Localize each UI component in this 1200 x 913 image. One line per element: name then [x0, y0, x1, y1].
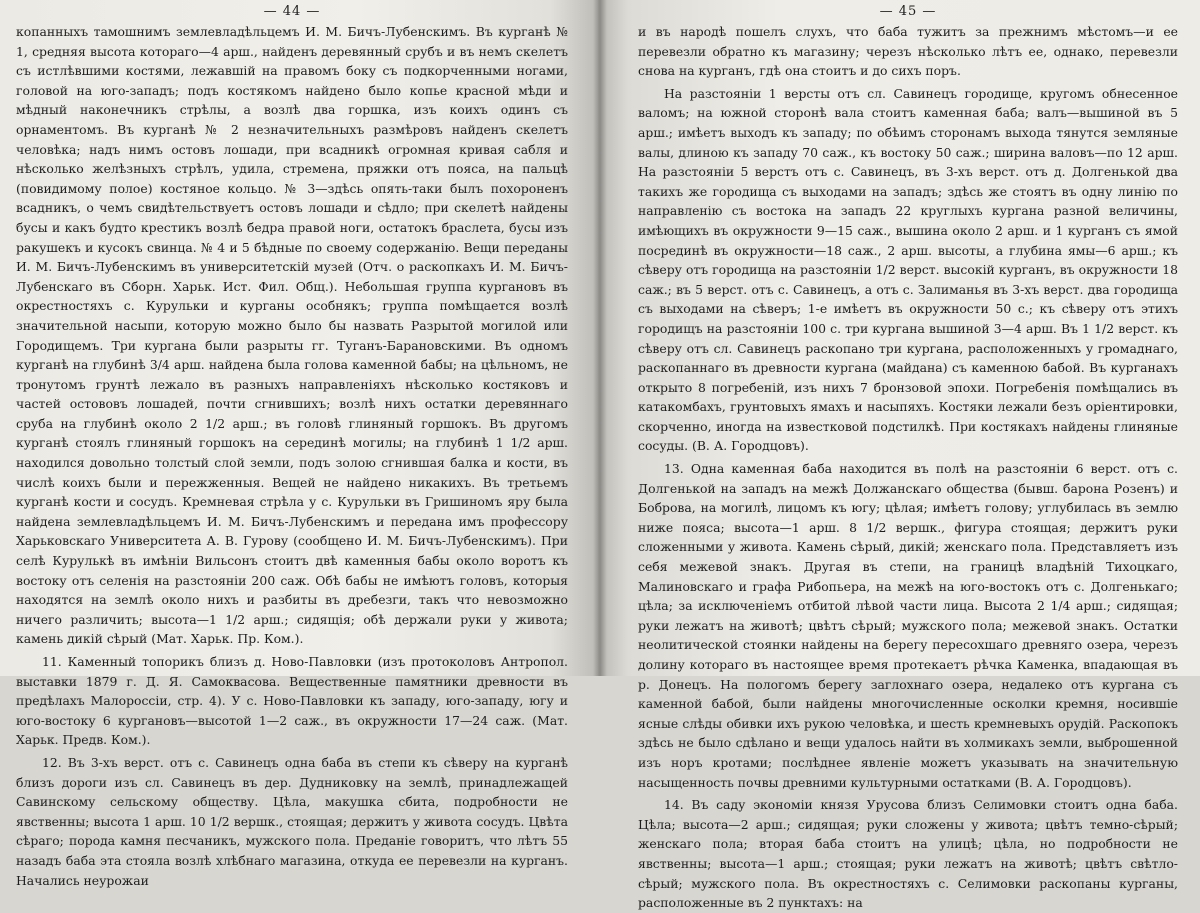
page-number-right: — 45 — [879, 4, 937, 19]
right-page [598, 0, 1200, 911]
paragraph: 11. Каменный топорикъ близъ д. Ново-Павловки (изъ протоколовъ Антропол. выставки 1879 г. Д. Я. Самоквасова. Вещественные памятники древности въ предѣлахъ Малороссіи, стр. 4). У с. Ново-Павловки къ западу, юго-западу, югу и юго-востоку 6 кургановъ—высотой 1—2 саж., въ окружности 17—24 саж. (Мат. Харьк. Предв. Ком.). [16, 654, 568, 748]
paragraph: копанныхъ тамошнимъ землевладѣльцемъ И. М. Бичъ-Лубенскимъ. Въ курганѣ № 1, средняя высота котораго—4 арш., найденъ деревянный срубъ и въ немъ скелетъ съ истлѣвшими костями, лежавшій на правомъ боку съ подкорченными ногами, головой на юго-западъ; подъ костякомъ найдено было копье красной мѣди и мѣдный наконечникъ стрѣлы, а возлѣ два горшка, изъ коихъ одинъ съ орнаментомъ. Въ курганѣ № 2 незначительныхъ размѣровъ найденъ скелетъ человѣка; надъ нимъ остовъ лошади, при всадникѣ огромная кривая сабля и нѣсколько желѣзныхъ стрѣлъ, удила, стремена, пряжки отъ пояса, на пальцѣ (повидимому полое) костяное кольцо. № 3—здѣсь опять-таки былъ похороненъ всадникъ, о чемъ свидѣтельствуетъ остовъ лошади и сѣдло; при скелетѣ найдены бусы и какъ будто крестикъ возлѣ бедра правой ноги, остатокъ браслета, бусы изъ ракушекъ и кусокъ свинца. № 4 и 5 бѣдные по своему содержанію. Вещи переданы И. М. Бичъ-Лубенскимъ въ университетскій музей (Отч. о раскопкахъ И. М. Бичъ-Лубенскаго въ Сборн. Харьк. Ист. Фил. Общ.). Небольшая группа кургановъ въ окрестностяхъ с. Курульки и курганы особнякъ; группа помѣщается возлѣ значительной насыпи, которую можно было бы назвать Разрытой могилой или Городищемъ. Три кургана были разрыты гг. Туганъ-Барановскими. Въ одномъ курганѣ на глубинѣ 3/4 арш. найдена была голова каменной бабы; на цѣльномъ, не тронутомъ грунтѣ лежало въ разныхъ направленіяхъ нѣсколько костяковъ и частей остововъ лошадей, почти сгнившихъ; возлѣ нихъ остатки деревяннаго сруба на глубинѣ около 2 1/2 арш.; въ головѣ глиняный горшокъ. Въ другомъ курганѣ стоялъ глиняный горшокъ на серединѣ могилы; на глубинѣ 1 1/2 арш. находился довольно толстый слой земли, подъ золою сгнившая балка и кости, въ числѣ коихъ были и пережженныя. Вещей не найдено никакихъ. Въ третьемъ курганѣ кости и сосудъ. Кремневая стрѣла у с. Курульки въ Гришиномъ яру была найдена землевладѣльцемъ И. М. Бичъ-Лубенскимъ и передана имъ профессору Харьковскаго Университета А. В. Гурову (сообщено И. М. Бичъ-Лубенскимъ). При селѣ Курулькѣ въ имѣніи Вильсонъ стоитъ двѣ каменныя бабы около воротъ къ востоку отъ селенія на разстояніи 200 саж. Обѣ бабы не имѣютъ головъ, которыя находятся на землѣ около нихъ и разбиты въ дребезги, такъ что невозможно ничего различить; высота—1 1/2 арш.; сидящія; обѣ держали руки у живота; камень дикій сѣрый (Мат. Харьк. Пр. Ком.). [16, 24, 568, 647]
right-page-text [638, 22, 1178, 913]
paragraph: На разстояніи 1 версты отъ сл. Савинецъ городище, кругомъ обнесенное валомъ; на южной сторонѣ вала стоитъ каменная баба; валъ—вышиной въ 5 арш.; имѣетъ выходъ къ западу; по обѣимъ сторонамъ выхода тянутся земляные валы, длиною къ западу 70 саж., къ востоку 50 саж.; ширина валовъ—по 12 арш. На разстояніи 5 верстъ отъ с. Савинецъ, въ 3-хъ верст. отъ д. Долгенькой два такихъ же городища съ выходами на западъ; здѣсь же стоятъ въ одну линію по направленію съ востока на западъ 22 круглыхъ кургана разной величины, имѣющихъ въ окружности 9—15 саж., вышина около 2 арш. и 1 курганъ съ ямой посрединѣ въ окружности—18 саж., 2 арш. высоты, а глубина ямы—6 арш.; къ сѣверу отъ городища на разстояніи 1/2 верст. высокій курганъ, въ окружности 18 саж.; въ 5 верст. отъ с. Савинецъ, а отъ с. Залиманья въ 3-хъ верст. два городища съ выходами на сѣверъ; 1-е имѣетъ въ окружности 50 с.; къ сѣверу отъ этихъ городищъ на разстояніи 100 с. три кургана вышиной 3—4 арш. Въ 1 1/2 верст. къ сѣверу отъ сл. Савинецъ раскопано три кургана, расположенныхъ у громаднаго, раскопаннаго въ древности кургана (майдана) съ каменною бабой. Въ курганахъ открыто 8 погребеній, изъ нихъ 7 бронзовой эпохи. Погребенія помѣщались въ катакомбахъ, грунтовыхъ ямахъ и насыпяхъ. Костяки лежали безъ оріентировки, скорченно, иногда на известковой подстилкѣ. При костякахъ найдены глиняные сосуды. (В. А. Городцовъ). [638, 85, 1178, 454]
page-number-left: — 44 — [263, 4, 321, 19]
paragraph: и въ народѣ пошелъ слухъ, что баба тужитъ за прежнимъ мѣстомъ—и ее перевезли обратно къ магазину; черезъ нѣсколько лѣтъ ее, однако, перевезли снова на курганъ, гдѣ она стоитъ и до сихъ поръ. [638, 24, 1178, 79]
paragraph: 12. Въ 3-хъ верст. отъ с. Савинецъ одна баба въ степи къ сѣверу на курганѣ близъ дороги изъ сл. Савинецъ въ дер. Дудниковку на землѣ, принадлежащей Савинскому сельскому обществу. Цѣла, макушка сбита, подробности не явственны; высота 1 арш. 10 1/2 вершк., стоящая; держитъ у живота сосудъ. Цвѣта сѣраго; порода камня песчаникъ, мужского пола. Преданіе говоритъ, что лѣтъ 55 назадъ баба эта стояла возлѣ хлѣбнаго магазина, откуда ее перевезли на курганъ. Начались неурожаи [16, 754, 568, 888]
paragraph: 13. Одна каменная баба находится въ полѣ на разстояніи 6 верст. отъ с. Долгенькой на западъ на межѣ Должанскаго общества (бывш. барона Розенъ) и Боброва, на могилѣ, лицомъ къ югу; цѣлая; имѣетъ голову; углубилась въ землю ниже пояса; высота—1 арш. 8 1/2 вершк., фигура стоящая; держитъ руки сложенными у живота. Камень сѣрый, дикій; женскаго пола. Представляетъ изъ себя межевой знакъ. Другая въ степи, на границѣ владѣній Тихоцкаго, Малиновскаго и графа Рибопьера, на межѣ на юго-востокъ отъ с. Долгенькаго; цѣла; за исключеніемъ отбитой лѣвой части лица. Высота 2 1/4 арш.; сидящая; руки лежатъ на животѣ; цвѣтъ сѣрый; мужского пола; межевой знакъ. Остатки неолитической стоянки найдены на берегу пересохшаго древняго озера, черезъ долину котораго въ настоящее время протекаетъ рѣчка Каменка, впадающая въ р. Донецъ. На пологомъ берегу заглохнаго озера, недалеко отъ кургана съ каменной бабой, были найдены многочисленные осколки кремня, носившіе ясные слѣды обивки ихъ рукою человѣка, и шесть кремневыхъ орудій. Раскопокъ здѣсь не было сдѣлано и вещи удалось найти въ холмикахъ земли, выброшенной изъ норъ кротами; послѣднее явленіе можетъ указывать на значительную насыщенность почвы древними культурными остатками (В. А. Городцовъ). [638, 461, 1178, 790]
paragraph: 14. Въ саду экономіи князя Урусова близъ Селимовки стоитъ одна баба. Цѣла; высота—2 арш.; сидящая; руки сложены у живота; цвѣтъ темно-сѣрый; женскаго пола; вторая баба стоитъ на улицѣ; цѣла, но подробности не явственны; высота—1 арш.; стоящая; руки лежатъ на животѣ; цвѣтъ свѣтло-сѣрый; мужского пола. Въ окрестностяхъ с. Селимовки раскопаны курганы, расположенные въ 2 пунктахъ: на [638, 797, 1178, 911]
left-page-text [16, 22, 568, 890]
left-page [0, 0, 598, 888]
